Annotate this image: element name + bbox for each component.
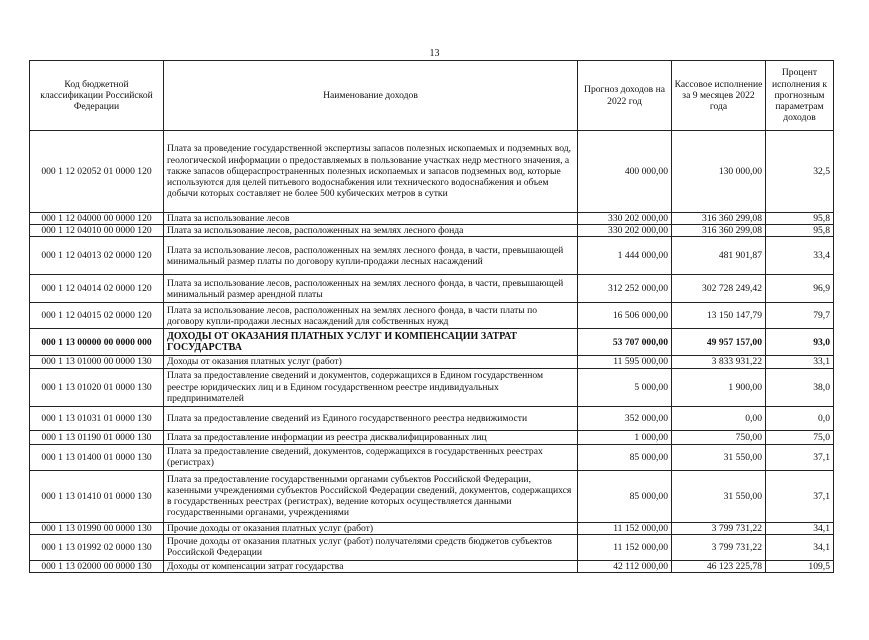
row-name: Прочие доходы от оказания платных услуг (работ) получателями средств бюджетов субъектов Российской Федерации bbox=[164, 534, 578, 560]
row-percent: 0,0 bbox=[766, 406, 834, 430]
row-execution: 3 799 731,22 bbox=[672, 534, 766, 560]
row-name: Доходы от компенсации затрат государства bbox=[164, 560, 578, 572]
row-forecast: 16 506 000,00 bbox=[578, 303, 672, 329]
table-header-row bbox=[30, 61, 834, 131]
row-code: 000 1 13 02000 00 0000 130 bbox=[30, 560, 164, 572]
row-forecast: 1 444 000,00 bbox=[578, 237, 672, 275]
row-percent: 38,0 bbox=[766, 368, 834, 406]
row-execution: 3 833 931,22 bbox=[672, 356, 766, 368]
row-percent: 33,4 bbox=[766, 237, 834, 275]
header-code: Код бюджетной классификации Российской Федерации bbox=[30, 61, 164, 131]
row-forecast: 11 152 000,00 bbox=[578, 534, 672, 560]
table-row bbox=[30, 430, 834, 444]
table-row bbox=[30, 406, 834, 430]
header-name: Наименование доходов bbox=[164, 61, 578, 131]
row-forecast: 85 000,00 bbox=[578, 470, 672, 522]
table-row bbox=[30, 225, 834, 237]
row-code: 000 1 12 04010 00 0000 120 bbox=[30, 225, 164, 237]
row-name: Плата за использование лесов, расположенных на землях лесного фонда, в части платы по договору купли-продажи лесных насаждений для собственных нужд bbox=[164, 303, 578, 329]
budget-revenue-table bbox=[29, 60, 834, 573]
row-code: 000 1 13 01000 00 0000 130 bbox=[30, 356, 164, 368]
row-forecast: 1 000,00 bbox=[578, 430, 672, 444]
row-name: Плата за использование лесов, расположенных на землях лесного фонда, в части, превышающей минимальный размер платы по договору купли-продажи лесных насаждений bbox=[164, 237, 578, 275]
row-percent: 93,0 bbox=[766, 329, 834, 356]
row-execution: 31 550,00 bbox=[672, 470, 766, 522]
row-code: 000 1 12 04013 02 0000 120 bbox=[30, 237, 164, 275]
row-execution: 750,00 bbox=[672, 430, 766, 444]
row-forecast: 400 000,00 bbox=[578, 131, 672, 213]
row-name: Плата за использование лесов, расположенных на землях лесного фонда, в части, превышающей минимальный размер арендной платы bbox=[164, 275, 578, 303]
row-percent: 95,8 bbox=[766, 225, 834, 237]
row-forecast: 330 202 000,00 bbox=[578, 213, 672, 225]
row-code: 000 1 13 01020 01 0000 130 bbox=[30, 368, 164, 406]
row-percent: 34,1 bbox=[766, 522, 834, 534]
row-forecast: 42 112 000,00 bbox=[578, 560, 672, 572]
row-name: Доходы от оказания платных услуг (работ) bbox=[164, 356, 578, 368]
row-code: 000 1 12 04014 02 0000 120 bbox=[30, 275, 164, 303]
row-name: Прочие доходы от оказания платных услуг (работ) bbox=[164, 522, 578, 534]
row-percent: 79,7 bbox=[766, 303, 834, 329]
table-row bbox=[30, 560, 834, 572]
row-percent: 37,1 bbox=[766, 444, 834, 470]
row-forecast: 312 252 000,00 bbox=[578, 275, 672, 303]
header-percent: Процент исполнения к прогнозным параметрам доходов bbox=[766, 61, 834, 131]
table-row bbox=[30, 131, 834, 213]
table-row bbox=[30, 237, 834, 275]
table-row bbox=[30, 303, 834, 329]
table-row bbox=[30, 368, 834, 406]
row-execution: 0,00 bbox=[672, 406, 766, 430]
table-row bbox=[30, 470, 834, 522]
row-name: Плата за предоставление сведений из Единого государственного реестра недвижимости bbox=[164, 406, 578, 430]
row-percent: 75,0 bbox=[766, 430, 834, 444]
row-code: 000 1 13 01410 01 0000 130 bbox=[30, 470, 164, 522]
header-forecast: Прогноз доходов на 2022 год bbox=[578, 61, 672, 131]
table-row bbox=[30, 213, 834, 225]
row-forecast: 5 000,00 bbox=[578, 368, 672, 406]
row-code: 000 1 13 01190 01 0000 130 bbox=[30, 430, 164, 444]
row-execution: 31 550,00 bbox=[672, 444, 766, 470]
row-code: 000 1 12 04015 02 0000 120 bbox=[30, 303, 164, 329]
row-name: Плата за проведение государственной экспертизы запасов полезных ископаемых и подземных вод, геологической информации о предоставляемых в пользование участках недр местного значения, а также запасов общераспространенных полезных ископаемых и запасов подземных вод, которые используются для целей питьевого водоснабжения или технического водоснабжения и объем добычи которых составляет не более 500 кубических метров в сутки bbox=[164, 131, 578, 213]
row-percent: 96,9 bbox=[766, 275, 834, 303]
row-name: Плата за предоставление сведений, документов, содержащихся в государственных реестрах (регистрах) bbox=[164, 444, 578, 470]
row-execution: 3 799 731,22 bbox=[672, 522, 766, 534]
row-execution: 316 360 299,08 bbox=[672, 213, 766, 225]
table-row bbox=[30, 534, 834, 560]
row-code: 000 1 13 00000 00 0000 000 bbox=[30, 329, 164, 356]
row-name: ДОХОДЫ ОТ ОКАЗАНИЯ ПЛАТНЫХ УСЛУГ И КОМПЕНСАЦИИ ЗАТРАТ ГОСУДАРСТВА bbox=[164, 329, 578, 356]
row-forecast: 53 707 000,00 bbox=[578, 329, 672, 356]
row-forecast: 352 000,00 bbox=[578, 406, 672, 430]
row-code: 000 1 13 01990 00 0000 130 bbox=[30, 522, 164, 534]
row-forecast: 11 595 000,00 bbox=[578, 356, 672, 368]
page-number: 13 bbox=[429, 48, 440, 59]
row-name: Плата за предоставление государственными органами субъектов Российской Федерации, казенными учреждениями субъектов Российской Федерации сведений, документов, содержащихся в государственных реестрах (регистрах), ведение которых осуществляется данными государственными органами, учреждениями bbox=[164, 470, 578, 522]
row-percent: 95,8 bbox=[766, 213, 834, 225]
row-execution: 13 150 147,79 bbox=[672, 303, 766, 329]
row-name: Плата за предоставление информации из реестра дисквалифицированных лиц bbox=[164, 430, 578, 444]
row-code: 000 1 13 01992 02 0000 130 bbox=[30, 534, 164, 560]
row-code: 000 1 13 01400 01 0000 130 bbox=[30, 444, 164, 470]
row-forecast: 11 152 000,00 bbox=[578, 522, 672, 534]
row-execution: 316 360 299,08 bbox=[672, 225, 766, 237]
table-row bbox=[30, 522, 834, 534]
table-row bbox=[30, 275, 834, 303]
row-execution: 46 123 225,78 bbox=[672, 560, 766, 572]
row-name: Плата за использование лесов, расположенных на землях лесного фонда bbox=[164, 225, 578, 237]
row-forecast: 85 000,00 bbox=[578, 444, 672, 470]
row-percent: 109,5 bbox=[766, 560, 834, 572]
row-name: Плата за использование лесов bbox=[164, 213, 578, 225]
row-code: 000 1 12 02052 01 0000 120 bbox=[30, 131, 164, 213]
table-row bbox=[30, 444, 834, 470]
row-execution: 302 728 249,42 bbox=[672, 275, 766, 303]
row-percent: 34,1 bbox=[766, 534, 834, 560]
row-execution: 481 901,87 bbox=[672, 237, 766, 275]
header-execution: Кассовое исполнение за 9 месяцев 2022 года bbox=[672, 61, 766, 131]
row-name: Плата за предоставление сведений и документов, содержащихся в Едином государственном реестре юридических лиц и в Едином государственном реестре индивидуальных предпринимателей bbox=[164, 368, 578, 406]
row-percent: 33,1 bbox=[766, 356, 834, 368]
row-percent: 32,5 bbox=[766, 131, 834, 213]
table-row bbox=[30, 356, 834, 368]
row-execution: 49 957 157,00 bbox=[672, 329, 766, 356]
row-execution: 130 000,00 bbox=[672, 131, 766, 213]
row-code: 000 1 13 01031 01 0000 130 bbox=[30, 406, 164, 430]
row-percent: 37,1 bbox=[766, 470, 834, 522]
table-row-section-total bbox=[30, 329, 834, 356]
row-code: 000 1 12 04000 00 0000 120 bbox=[30, 213, 164, 225]
row-execution: 1 900,00 bbox=[672, 368, 766, 406]
row-forecast: 330 202 000,00 bbox=[578, 225, 672, 237]
